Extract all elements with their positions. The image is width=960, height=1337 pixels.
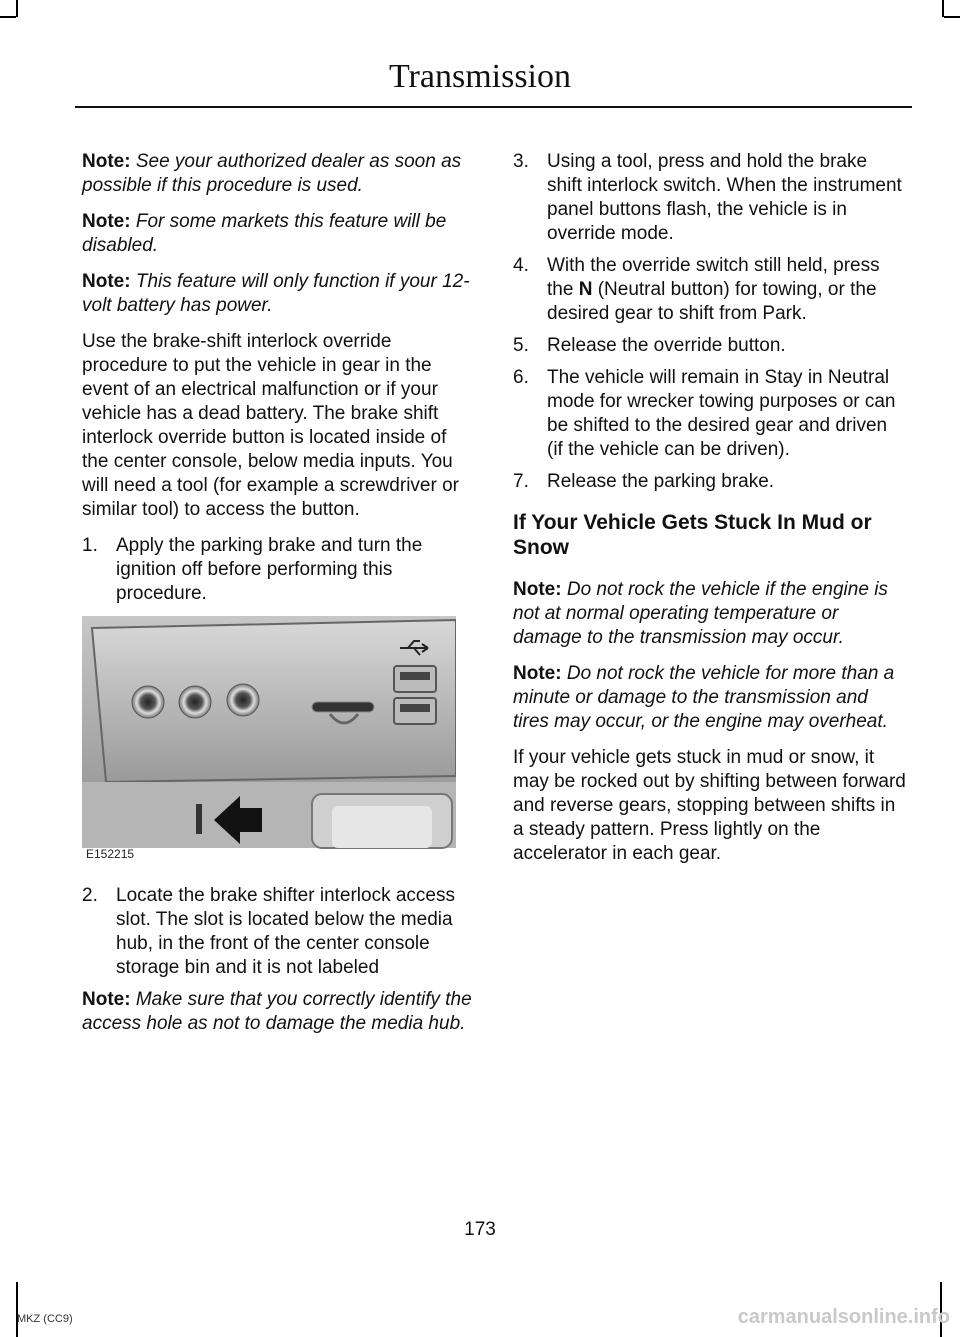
body-paragraph: If your vehicle gets stuck in mud or snow, it may be rocked out by shifting between forward and reverse gears, stopping between shifts in a steady pattern. Press lightly on the accelerator in each gear. [513, 747, 906, 864]
step-item: 3. Using a tool, press and hold the brake shift interlock switch. When the instrument panel buttons flash, the vehicle is in override mode. [513, 151, 902, 244]
media-hub-illustration [82, 616, 456, 866]
header-divider [75, 106, 912, 108]
note: Note: Do not rock the vehicle if the engine is not at normal operating temperature or damage to the transmission may occur. [513, 579, 888, 648]
left-column [82, 150, 476, 1048]
note: Note: For some markets this feature will be disabled. [82, 211, 447, 256]
crop-mark [16, 0, 18, 17]
step-item: 6. The vehicle will remain in Stay in Neutral mode for wrecker towing purposes or can be shifted to the desired gear and driven (if the vehicle can be driven). [513, 367, 896, 460]
section-heading: If Your Vehicle Gets Stuck In Mud or Snow [513, 511, 872, 559]
step-item: 7. Release the parking brake. [513, 471, 775, 492]
intro-paragraph: Use the brake-shift interlock override procedure to put the vehicle in gear in the event of an electrical malfunction or if your vehicle has a dead battery. The brake shift interlock override button is located inside of the center console, below media inputs. You will need a tool (for example a screwdriver or similar tool) to access the button. [82, 331, 459, 520]
step-item: 5. Release the override button. [513, 335, 786, 356]
crop-mark [942, 0, 944, 17]
step-item: 1. Apply the parking brake and turn the ignition off before performing this procedure. [82, 535, 423, 604]
note: Note: Make sure that you correctly identify the access hole as not to damage the media hub. [82, 989, 472, 1034]
note: Note: This feature will only function if your 12-volt battery has power. [82, 271, 470, 316]
footer-model: MKZ (CC9) [17, 1313, 73, 1325]
crop-mark [944, 16, 960, 18]
crop-mark [16, 1282, 18, 1337]
media-hub-figure [82, 616, 456, 866]
step-item: 4. With the override switch still held, press the N (Neutral button) for towing, or the desired gear to shift from Park. [513, 255, 880, 324]
crop-mark [0, 16, 16, 18]
note: Note: Do not rock the vehicle for more than a minute or damage to the transmission and tires may occur, or the engine may overheat. [513, 663, 895, 732]
right-column [513, 150, 907, 878]
note: Note: See your authorized dealer as soon as possible if this procedure is used. [82, 151, 462, 196]
step-item: 2. Locate the brake shifter interlock access slot. The slot is located below the media hub, in the front of the center console storage bin and it is not labeled [82, 885, 456, 978]
page-title: Transmission [388, 58, 572, 95]
figure-id: E152215 [86, 847, 135, 861]
page-number: 173 [464, 1219, 496, 1240]
watermark: carmanualsonline.info [737, 1306, 950, 1328]
